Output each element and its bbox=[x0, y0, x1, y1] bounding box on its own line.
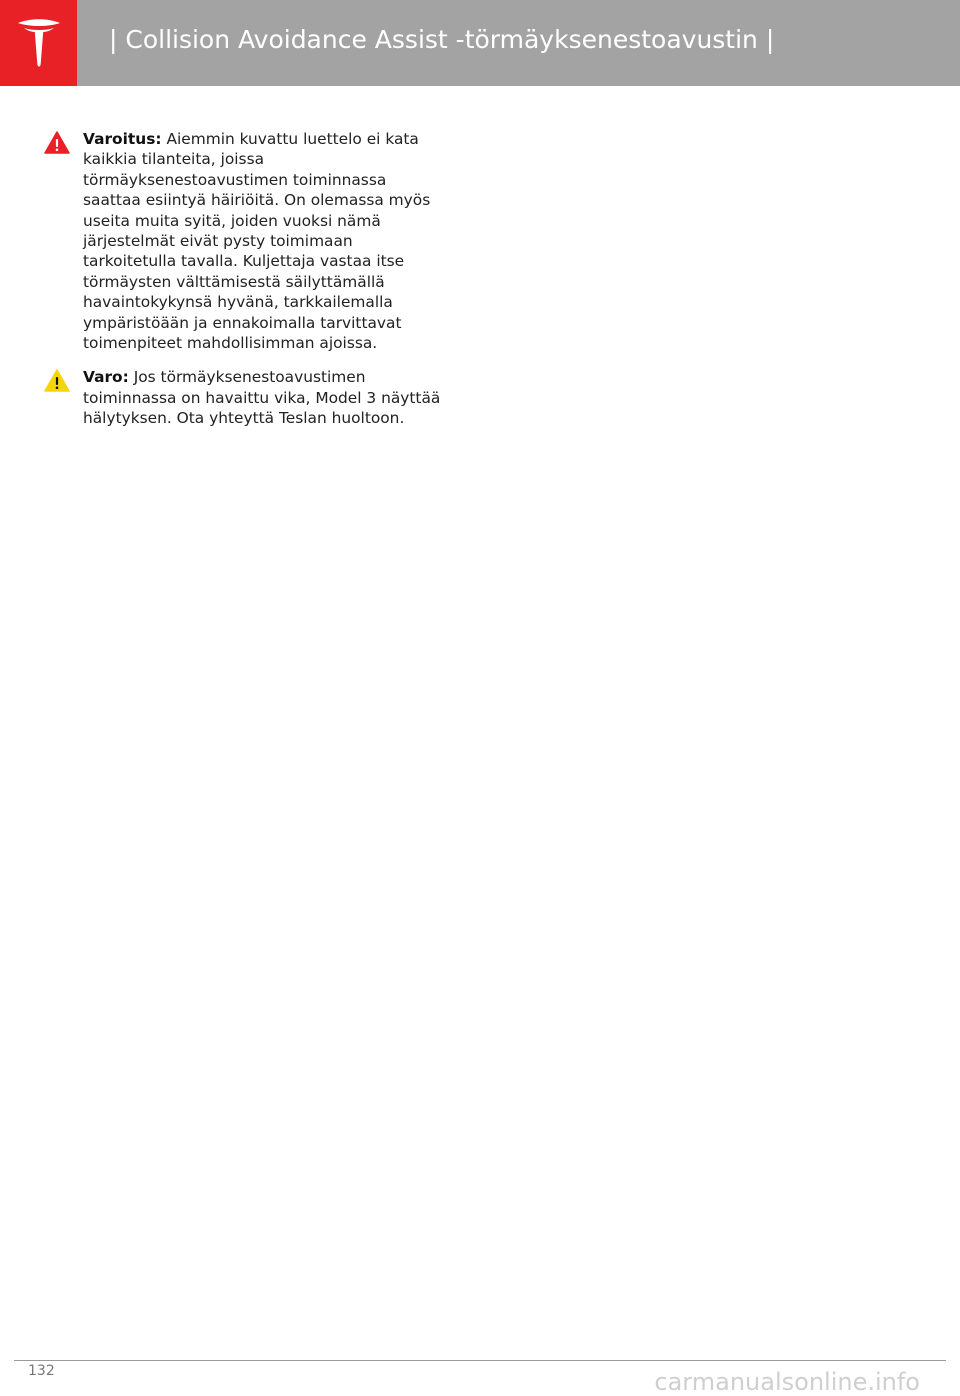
caution-label: Varo: bbox=[83, 368, 129, 387]
footer-divider bbox=[14, 1360, 946, 1361]
warning-text: Aiemmin kuvattu luettelo ei kata kaikkia tilanteita, joissa törmäyksenestoavustimen toiminnassa saattaa esiintyä häiriöitä. On olemassa myös useita muita syitä, joiden vuoksi nämä järjestelmät eivät pysty toimimaan tarkoitetulla tavalla. Kuljettaja vastaa itse törmäysten välttämisestä säilyttämällä havaintokykynsä hyvänä, tarkkailemalla ympäristöään ja ennakoimalla tarvittavat toimenpiteet mahdollisimman ajoissa. bbox=[83, 130, 431, 353]
page-title: | Collision Avoidance Assist -törmäyksenestoavustin | bbox=[109, 25, 775, 54]
tesla-logo bbox=[0, 0, 77, 86]
caution-icon bbox=[44, 369, 70, 392]
warning-notice bbox=[44, 129, 444, 353]
caution-text: Jos törmäyksenestoavustimen toiminnassa on havaittu vika, Model 3 näyttää hälytyksen. Ota yhteyttä Teslan huoltoon. bbox=[83, 368, 441, 428]
tesla-logo-icon bbox=[16, 19, 62, 67]
warning-icon bbox=[44, 131, 70, 154]
page-number: 132 bbox=[28, 1363, 55, 1379]
watermark: carmanualsonline.info bbox=[654, 1368, 920, 1396]
caution-notice bbox=[44, 367, 444, 428]
page-header bbox=[0, 0, 960, 86]
warning-label: Varoitus: bbox=[83, 130, 162, 148]
notice-list bbox=[44, 129, 444, 443]
